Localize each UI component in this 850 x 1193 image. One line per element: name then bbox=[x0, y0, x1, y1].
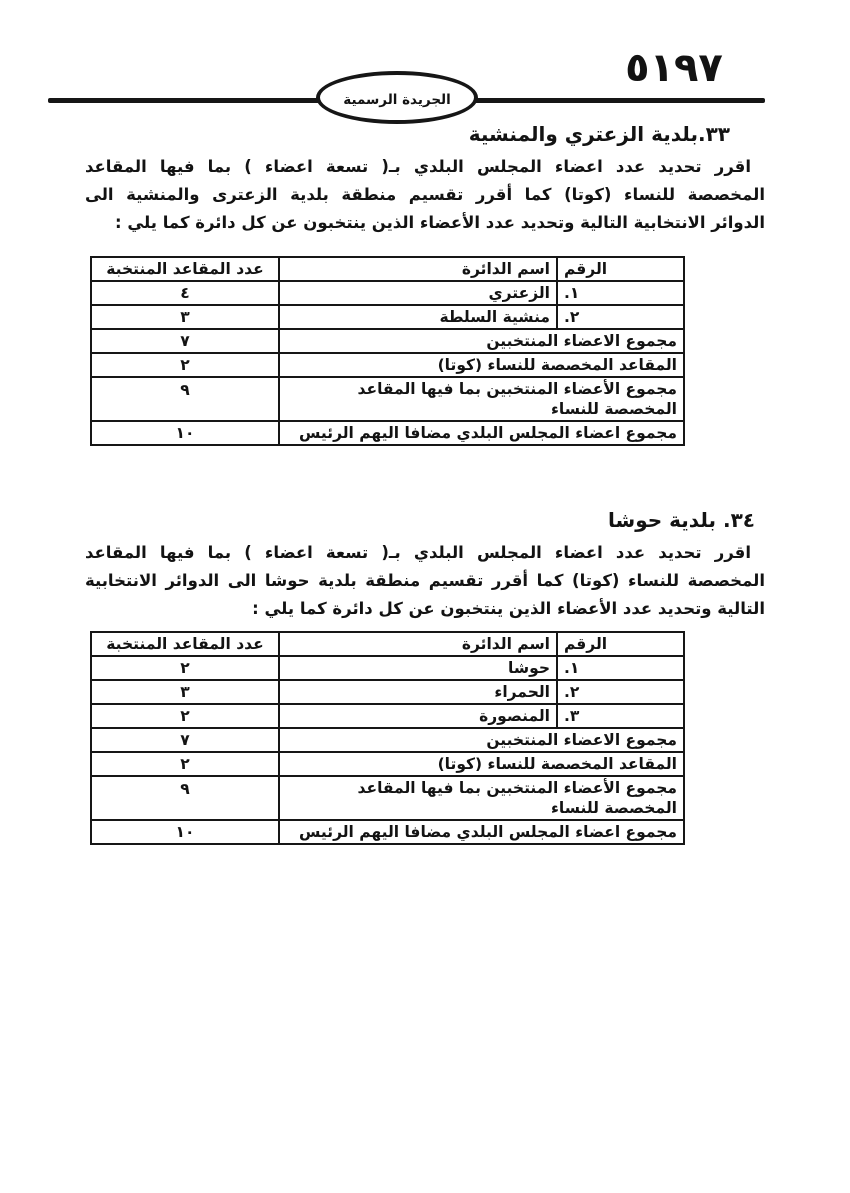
summary-label-cell: مجموع الاعضاء المنتخبين bbox=[279, 329, 684, 353]
district-name-cell: منشية السلطة bbox=[279, 305, 557, 329]
district-name-cell: الزعتري bbox=[279, 281, 557, 305]
district-name-cell: الحمراء bbox=[279, 680, 557, 704]
district-name-cell: المنصورة bbox=[279, 704, 557, 728]
summary-label-cell bbox=[279, 377, 684, 421]
district-row bbox=[91, 680, 684, 704]
district-seats-cell: ٤ bbox=[91, 281, 279, 305]
district-row bbox=[91, 704, 684, 728]
district-number-cell: ٢. bbox=[557, 305, 684, 329]
summary-value-cell: ٩ bbox=[91, 776, 279, 820]
summary-row bbox=[91, 377, 684, 421]
summary-value-cell: ١٠ bbox=[91, 820, 279, 844]
section-34-paragraph bbox=[85, 539, 765, 623]
paragraph-line: التالية وتحديد عدد الأعضاء الذين ينتخبون عن كل دائرة كما يلي : bbox=[252, 599, 765, 618]
section-33 bbox=[85, 120, 765, 446]
summary-row bbox=[91, 752, 684, 776]
section-33-title: ٣٣.بلدية الزعتري والمنشية bbox=[468, 122, 730, 146]
paragraph-line: المخصصة للنساء (كوتا) كما أقرر تقسيم منطقة بلدية حوشا الى الدوائر الانتخابية bbox=[85, 571, 765, 590]
column-header-seats: عدد المقاعد المنتخبة bbox=[91, 632, 279, 656]
summary-label-text: مجموع الأعضاء المنتخبين بما فيها المقاعد المخصصة للنساء bbox=[357, 779, 677, 817]
column-header-district: اسم الدائرة bbox=[279, 257, 557, 281]
page-number: ٥١٩٧ bbox=[625, 45, 723, 91]
summary-row bbox=[91, 728, 684, 752]
district-seats-cell: ٣ bbox=[91, 305, 279, 329]
summary-label-cell: مجموع اعضاء المجلس البلدي مضافا اليهم الرئيس bbox=[279, 421, 684, 445]
summary-value-cell: ٩ bbox=[91, 377, 279, 421]
table-header-row bbox=[91, 632, 684, 656]
summary-value-cell: ٧ bbox=[91, 329, 279, 353]
district-number-cell: ١. bbox=[557, 656, 684, 680]
paragraph-line: الدوائر الانتخابية التالية وتحديد عدد الأعضاء الذين ينتخبون عن كل دائرة كما يلي : bbox=[114, 213, 765, 232]
district-seats-cell: ٢ bbox=[91, 656, 279, 680]
section-34-table bbox=[90, 631, 685, 845]
column-header-district: اسم الدائرة bbox=[279, 632, 557, 656]
summary-value-cell: ٧ bbox=[91, 728, 279, 752]
summary-row bbox=[91, 776, 684, 820]
district-number-cell: ١. bbox=[557, 281, 684, 305]
section-33-table bbox=[90, 256, 685, 446]
paragraph-line: اقرر تحديد عدد اعضاء المجلس البلدي بـ( تسعة اعضاء ) بما فيها المقاعد bbox=[85, 543, 751, 562]
summary-row bbox=[91, 353, 684, 377]
summary-value-cell: ٢ bbox=[91, 353, 279, 377]
summary-label-cell bbox=[279, 776, 684, 820]
paragraph-line: اقرر تحديد عدد اعضاء المجلس البلدي بـ( تسعة اعضاء ) بما فيها المقاعد bbox=[85, 157, 751, 176]
column-header-seats: عدد المقاعد المنتخبة bbox=[91, 257, 279, 281]
section-34-title: ٣٤. بلدية حوشا bbox=[608, 508, 755, 532]
summary-row bbox=[91, 820, 684, 844]
district-number-cell: ٢. bbox=[557, 680, 684, 704]
district-row bbox=[91, 305, 684, 329]
district-row bbox=[91, 281, 684, 305]
district-row bbox=[91, 656, 684, 680]
section-34 bbox=[85, 506, 765, 845]
summary-label-cell: مجموع الاعضاء المنتخبين bbox=[279, 728, 684, 752]
section-33-paragraph bbox=[85, 153, 765, 237]
summary-value-cell: ٢ bbox=[91, 752, 279, 776]
district-seats-cell: ٢ bbox=[91, 704, 279, 728]
district-seats-cell: ٣ bbox=[91, 680, 279, 704]
summary-label-text: مجموع الأعضاء المنتخبين بما فيها المقاعد المخصصة للنساء bbox=[357, 380, 677, 418]
summary-row bbox=[91, 421, 684, 445]
gazette-banner-label: الجريدة الرسمية bbox=[343, 91, 451, 108]
district-name-cell: حوشا bbox=[279, 656, 557, 680]
page-content bbox=[85, 120, 765, 845]
summary-label-cell: المقاعد المخصصة للنساء (كوتا) bbox=[279, 353, 684, 377]
gazette-oval bbox=[316, 71, 478, 124]
paragraph-line: المخصصة للنساء (كوتا) كما أقرر تقسيم منطقة بلدية الزعترى والمنشية الى bbox=[85, 185, 765, 204]
column-header-number: الرقم bbox=[557, 257, 684, 281]
column-header-number: الرقم bbox=[557, 632, 684, 656]
summary-label-cell: المقاعد المخصصة للنساء (كوتا) bbox=[279, 752, 684, 776]
table-header-row bbox=[91, 257, 684, 281]
summary-value-cell: ١٠ bbox=[91, 421, 279, 445]
district-number-cell: ٣. bbox=[557, 704, 684, 728]
summary-label-cell: مجموع اعضاء المجلس البلدي مضافا اليهم الرئيس bbox=[279, 820, 684, 844]
summary-row bbox=[91, 329, 684, 353]
